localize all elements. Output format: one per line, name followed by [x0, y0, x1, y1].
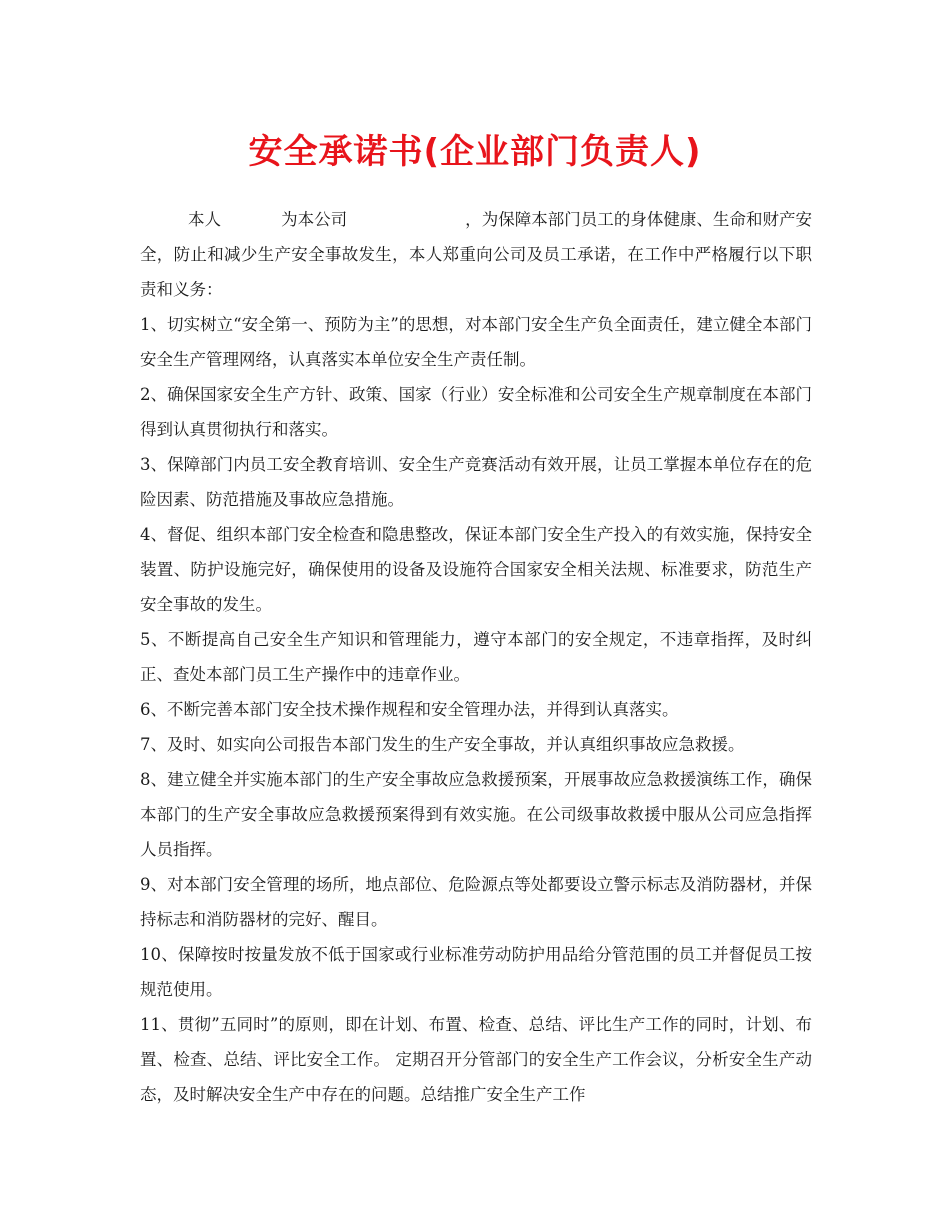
commitment-item: 5、不断提高自己安全生产知识和管理能力，遵守本部门的安全规定，不违章指挥，及时纠正、查处本部门员工生产操作中的违章作业。 — [140, 630, 812, 684]
commitment-item: 3、保障部门内员工安全教育培训、安全生产竞赛活动有效开展，让员工掌握本单位存在的危险因素、防范措施及事故应急措施。 — [140, 455, 812, 509]
document-title: 安全承诺书(企业部门负责人) — [248, 132, 702, 172]
intro-part-3: ，为保障本部门员工的身体健康、生命和财产安全，防止和减少生产安全事故发生，本人郑重向公司及员工承诺，在工作中严格履行以下职责和义务： — [140, 210, 813, 299]
commitment-item: 1、切实树立“安全第一、预防为主”的思想，对本部门安全生产负全面责任，建立健全本部门安全生产管理网络，认真落实本单位安全生产责任制。 — [140, 315, 812, 369]
commitment-item: 7、及时、如实向公司报告本部门发生的生产安全事故，并认真组织事故应急救援。 — [140, 735, 745, 754]
intro-paragraph — [140, 202, 812, 307]
intro-part-1: 本人 — [188, 210, 222, 229]
intro-part-2: 为本公司 — [281, 210, 348, 229]
document-body — [140, 202, 812, 1112]
commitment-item: 10、保障按时按量发放不低于国家或行业标准劳动防护用品给分管范围的员工并督促员工按规范使用。 — [140, 945, 812, 999]
commitment-item: 9、对本部门安全管理的场所，地点部位、危险源点等处都要设立警示标志及消防器材，并保持标志和消防器材的完好、醒目。 — [140, 875, 812, 929]
commitment-item: 11、贯彻”五同时”的原则，即在计划、布置、检查、总结、评比生产工作的同时，计划、布置、检查、总结、评比安全工作。 定期召开分管部门的安全生产工作会议，分析安全生产动态，及时解决安全生产中存在的问题。总结推广安全生产工作 — [140, 1015, 812, 1104]
commitment-item: 2、确保国家安全生产方针、政策、国家（行业）安全标准和公司安全生产规章制度在本部门得到认真贯彻执行和落实。 — [140, 385, 812, 439]
commitment-item: 6、不断完善本部门安全技术操作规程和安全管理办法，并得到认真落实。 — [140, 700, 679, 719]
commitment-item: 4、督促、组织本部门安全检查和隐患整改，保证本部门安全生产投入的有效实施，保持安全装置、防护设施完好，确保使用的设备及设施符合国家安全相关法规、标准要求，防范生产安全事故的发生。 — [140, 525, 812, 614]
commitment-item: 8、建立健全并实施本部门的生产安全事故应急救援预案，开展事故应急救援演练工作，确保本部门的生产安全事故应急救援预案得到有效实施。在公司级事故救援中服从公司应急指挥人员指挥。 — [140, 770, 812, 859]
